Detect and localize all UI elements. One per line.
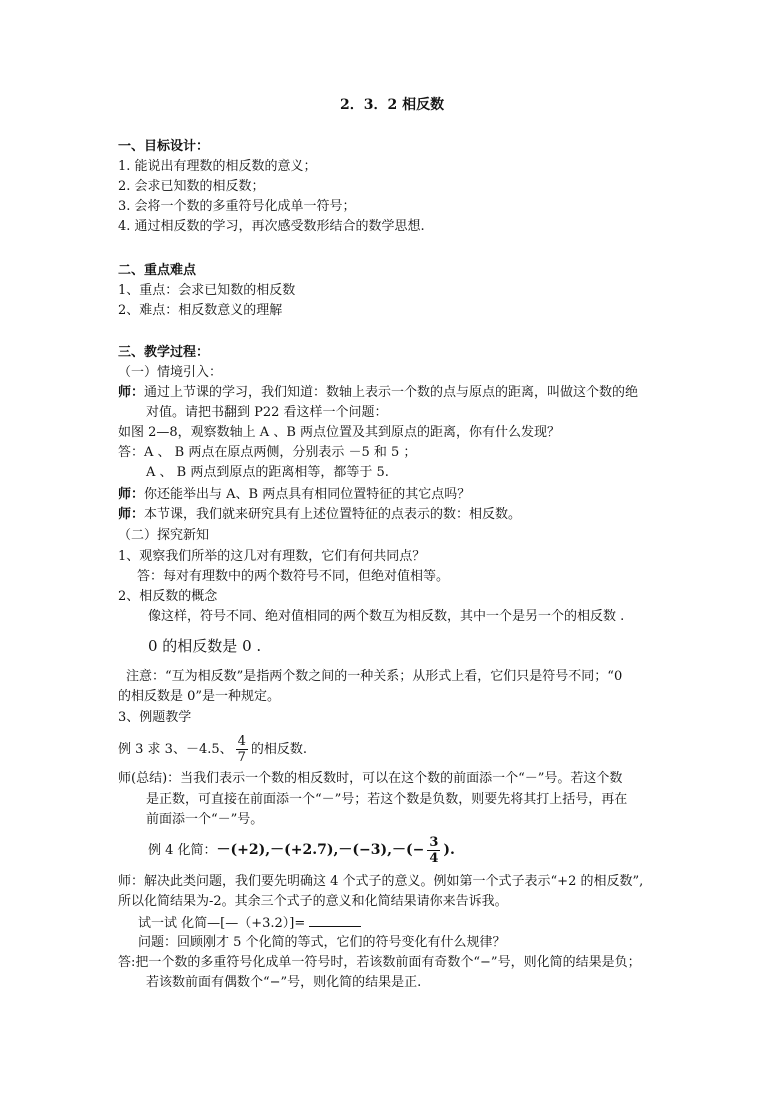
solve-line-1: 师：解决此类问题，我们要先明确这 4 个式子的意义。例如第一个式子表示“+2 的相反数”, xyxy=(118,874,644,889)
solve-line-2: 所以化简结果为-2。其余三个式子的意义和化简结果请你来告诉我。 xyxy=(118,894,508,909)
fraction-denominator: 4 xyxy=(429,851,439,866)
explore-question-1: 1、观察我们所举的这几对有理数，它们有何共同点？ xyxy=(118,549,426,564)
teacher-paragraph-2 xyxy=(118,487,470,503)
question-line: 如图 2—8，观察数轴上 A 、B 两点位置及其到原点的距离，你有什么发现？ xyxy=(118,425,561,440)
speaker-label: 师： xyxy=(118,507,145,522)
teacher-text: 通过上节课的学习，我们知道：数轴上表示一个数的点与原点的距离，叫做这个数的绝 xyxy=(144,385,639,400)
teacher-paragraph-3 xyxy=(118,507,521,523)
example-heading: 3、例题教学 xyxy=(118,710,192,725)
page-title: 2．3．2 相反数 xyxy=(340,97,445,113)
problem-line: 问题：回顾刚才 5 个化简的等式，它们的符号变化有什么规律？ xyxy=(138,935,506,950)
concept-heading: 2、相反数的概念 xyxy=(118,589,218,604)
final-answer-line-1: 答:把一个数的多重符号化成单一符号时，若该数前面有奇数个“−”号，则化简的结果是负； xyxy=(118,955,641,970)
answer-blank xyxy=(309,914,361,927)
keypoint-item-2: 2、难点：相反数意义的理解 xyxy=(118,303,283,318)
fraction-numerator: 3 xyxy=(429,835,439,850)
teacher-paragraph-1 xyxy=(118,385,638,401)
note-line-1: 注意：“互为相反数”是指两个数之间的一种关系；从形式上看，它们只是符号不同；“0 xyxy=(126,669,623,684)
answer-line-1: 答：A 、 B 两点在原点两侧，分别表示 －5 和 5 ； xyxy=(118,445,417,460)
example-3-prefix: 例 3 求 3、－4.5、 xyxy=(118,742,233,757)
summary-line-2: 是正数，可直接在前面添一个“－”号；若这个数是负数，则要先将其打上括号，再在 xyxy=(146,792,628,807)
section-heading-goals: 一、目标设计： xyxy=(118,139,210,154)
try-it-line xyxy=(138,914,361,932)
teacher-text: 你还能举出与 A、B 两点具有相同位置特征的其它点吗？ xyxy=(144,487,471,502)
example-3-suffix: 的相反数. xyxy=(250,742,308,757)
concept-definition: 像这样，符号不同、绝对值相同的两个数互为相反数，其中一个是另一个的相反数 . xyxy=(148,609,625,624)
example-3 xyxy=(118,730,307,770)
goal-item-2: 2. 会求已知数的相反数； xyxy=(118,179,265,194)
explore-answer-1: 答：每对有理数中的两个数符号不同，但绝对值相等。 xyxy=(137,569,450,584)
final-answer-line-2: 若该数前面有偶数个“−”号，则化简的结果是正. xyxy=(146,975,422,990)
example-4 xyxy=(148,830,455,871)
try-it-text: 试一试 化简—[—（+3.2）]= xyxy=(138,916,306,931)
example-4-end: ). xyxy=(443,842,455,858)
fraction-three-quarters xyxy=(427,835,440,866)
teacher-paragraph-1-cont: 对值。请把书翻到 P22 看这样一个问题： xyxy=(146,405,388,420)
fraction-denominator: 7 xyxy=(237,750,246,765)
summary-line-3: 前面添一个“－”号。 xyxy=(146,812,264,827)
zero-rule: 0 的相反数是 0 . xyxy=(148,637,262,655)
keypoint-item-1: 1、重点：会求已知数的相反数 xyxy=(118,283,296,298)
goal-item-4: 4. 通过相反数的学习，再次感受数形结合的数学思想. xyxy=(118,219,425,234)
subsection-explore: （二）探究新知 xyxy=(118,528,210,543)
subsection-intro: （一）情境引入： xyxy=(118,365,223,380)
fraction-numerator: 4 xyxy=(237,734,246,749)
example-4-expression: －(+2),－(+2.7),－(−3),－(− xyxy=(216,842,425,858)
note-line-2: 的相反数是 0”是一种规定。 xyxy=(118,689,281,704)
goal-item-3: 3. 会将一个数的多重符号化成单一符号； xyxy=(118,199,356,214)
example-4-prefix: 例 4 化简： xyxy=(148,843,217,858)
speaker-label: 师： xyxy=(118,487,145,502)
section-heading-process: 三、教学过程： xyxy=(118,345,210,360)
fraction-four-sevenths xyxy=(236,734,248,765)
teacher-text: 本节课，我们就来研究具有上述位置特征的点表示的数：相反数。 xyxy=(144,507,522,522)
answer-line-2: A 、 B 两点到原点的距离相等，都等于 5. xyxy=(146,465,389,480)
section-heading-keypoints: 二、重点难点 xyxy=(118,263,197,278)
goal-item-1: 1. 能说出有理数的相反数的意义； xyxy=(118,159,317,174)
summary-line-1: 师(总结)：当我们表示一个数的相反数时，可以在这个数的前面添一个“－”号。若这个数 xyxy=(118,771,623,786)
speaker-label: 师： xyxy=(118,385,145,400)
